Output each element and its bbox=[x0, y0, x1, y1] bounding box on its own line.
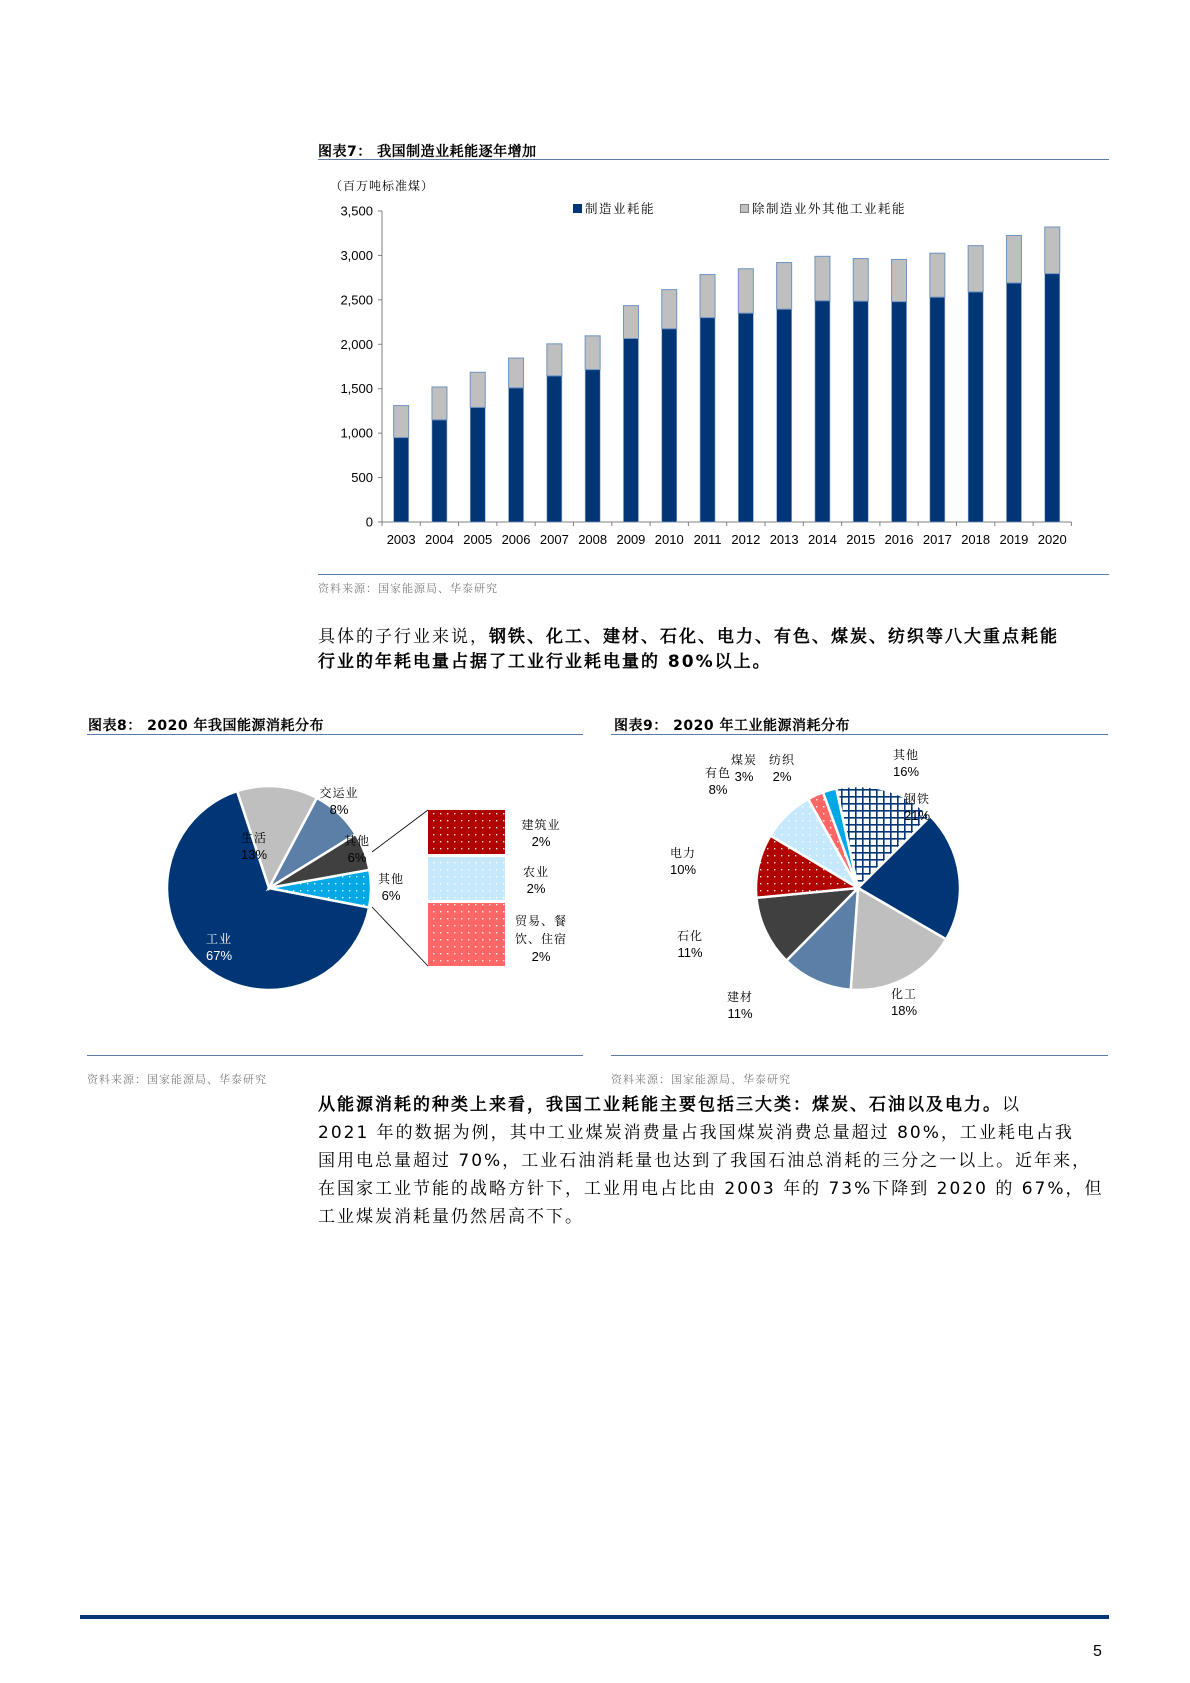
paragraph-energy-types bbox=[318, 1091, 1118, 1231]
figure7-source-rule bbox=[318, 574, 1109, 575]
svg-text:11%: 11% bbox=[727, 1006, 753, 1021]
svg-text:10%: 10% bbox=[669, 862, 697, 877]
x-tick-label: 2009 bbox=[616, 532, 646, 547]
bar-other-industry bbox=[892, 259, 907, 301]
y-tick-label: 1,500 bbox=[340, 381, 373, 397]
bar-manufacturing bbox=[662, 329, 677, 522]
paragraph2-line2: 2021 年的数据为例，其中工业煤炭消费量占我国煤炭消费总量超过 80%，工业耗电占我 bbox=[318, 1123, 1074, 1143]
x-tick-label: 2011 bbox=[693, 532, 722, 547]
y-tick-label: 3,500 bbox=[340, 203, 373, 219]
bar-other-industry bbox=[432, 387, 447, 420]
connector-line-bottom bbox=[372, 907, 428, 966]
x-tick-label: 2008 bbox=[578, 532, 608, 547]
figure8-source: 资料来源：国家能源局、华泰研究 bbox=[87, 1073, 267, 1086]
bar-other-industry bbox=[547, 344, 562, 376]
svg-text:67%: 67% bbox=[205, 948, 233, 963]
bar-manufacturing bbox=[777, 309, 792, 522]
svg-text:2%: 2% bbox=[531, 949, 551, 964]
pie-label-power bbox=[670, 845, 696, 877]
svg-text:建筑业: 建筑业 bbox=[521, 818, 561, 832]
page-number: 5 bbox=[1093, 1643, 1102, 1660]
figure9-source: 资料来源：国家能源局、华泰研究 bbox=[611, 1073, 791, 1086]
svg-text:16%: 16% bbox=[892, 764, 920, 779]
svg-text:建材: 建材 bbox=[726, 990, 754, 1004]
pie-label-chemical bbox=[891, 987, 917, 1018]
bar-manufacturing bbox=[394, 438, 409, 522]
svg-text:2%: 2% bbox=[526, 881, 546, 896]
pie-label-construction bbox=[521, 817, 560, 849]
svg-text:农业: 农业 bbox=[522, 865, 550, 879]
pie-label-nonferrous bbox=[705, 766, 731, 797]
figure8-source-rule bbox=[87, 1055, 583, 1056]
svg-text:18%: 18% bbox=[890, 1003, 918, 1018]
y-tick-label: 0 bbox=[365, 514, 373, 530]
figure8-title-rule bbox=[87, 734, 583, 735]
bar-other-industry bbox=[700, 275, 715, 318]
figure9-title: 图表9： 2020 年工业能源消耗分布 bbox=[614, 718, 850, 734]
bar-manufacturing bbox=[892, 302, 907, 522]
y-tick-label: 1,000 bbox=[340, 425, 373, 441]
x-tick-label: 2010 bbox=[654, 532, 684, 547]
figure9-title-rule bbox=[611, 734, 1108, 735]
bar-manufacturing bbox=[738, 313, 753, 522]
figure7-unit-label: （百万吨标准煤） bbox=[330, 179, 435, 193]
svg-text:工业: 工业 bbox=[205, 932, 233, 946]
y-tick-label: 3,000 bbox=[340, 247, 373, 263]
pie-label-textile bbox=[769, 753, 795, 784]
svg-text:纺织: 纺织 bbox=[768, 753, 796, 767]
bar-other-industry bbox=[738, 269, 753, 313]
bar-other-industry bbox=[815, 256, 830, 300]
paragraph2-line4: 在国家工业节能的战略方针下，工业用电占比由 2003 年的 73%下降到 2020 的 67%，但 bbox=[318, 1179, 1104, 1199]
paragraph1-bold-line1: 钢铁、化工、建材、石化、电力、有色、煤炭、纺织等八大重点耗能 bbox=[489, 627, 1059, 647]
bar-other-industry bbox=[509, 358, 524, 388]
y-tick-label: 500 bbox=[351, 470, 373, 486]
svg-text:13%: 13% bbox=[240, 847, 268, 862]
svg-text:其他: 其他 bbox=[892, 748, 920, 762]
svg-text:6%: 6% bbox=[381, 888, 401, 903]
x-tick-label: 2013 bbox=[769, 532, 799, 547]
bar-manufacturing bbox=[585, 370, 600, 522]
paragraph-sub-industries bbox=[318, 623, 1118, 676]
svg-text:化工: 化工 bbox=[890, 987, 918, 1001]
bar-other-industry bbox=[662, 290, 677, 329]
breakdown-bar-construction bbox=[428, 810, 505, 854]
bar-manufacturing bbox=[1045, 274, 1060, 522]
svg-text:钢铁: 钢铁 bbox=[903, 792, 931, 806]
svg-text:其他: 其他 bbox=[377, 872, 405, 886]
figure7-bar-chart bbox=[0, 0, 1190, 580]
footer-rule bbox=[80, 1615, 1109, 1619]
paragraph2-line5: 工业煤炭消耗量仍然居高不下。 bbox=[318, 1207, 584, 1227]
bar-other-industry bbox=[1045, 227, 1060, 274]
x-tick-label: 2015 bbox=[846, 532, 876, 547]
bar-manufacturing bbox=[432, 420, 447, 522]
pie-label-petrochemical bbox=[677, 929, 703, 960]
breakdown-bar-trade-catering bbox=[428, 903, 505, 966]
x-tick-label: 2006 bbox=[501, 532, 531, 547]
pie-label-other-expanded bbox=[378, 871, 404, 903]
paragraph1-normal: 具体的子行业来说， bbox=[318, 627, 489, 647]
bar-other-industry bbox=[585, 336, 600, 370]
paragraph2-line3: 国用电总量超过 70%，工业石油消耗量也达到了我国石油总消耗的三分之一以上。近年来， bbox=[318, 1151, 1092, 1171]
legend-label-manufacturing: 制造业耗能 bbox=[585, 201, 656, 216]
x-tick-label: 2016 bbox=[884, 532, 914, 547]
breakdown-bar-agriculture bbox=[428, 857, 505, 900]
bar-other-industry bbox=[623, 306, 638, 339]
pie-label-industry bbox=[206, 932, 232, 963]
bar-other-industry bbox=[777, 263, 792, 310]
svg-text:2%: 2% bbox=[531, 834, 551, 849]
bar-other-industry bbox=[853, 259, 868, 302]
figure8-title: 图表8： 2020 年我国能源消耗分布 bbox=[88, 718, 324, 734]
bar-other-industry bbox=[470, 372, 485, 407]
x-tick-label: 2004 bbox=[424, 532, 454, 547]
bar-manufacturing bbox=[930, 297, 945, 522]
pie-label-trade-catering bbox=[515, 913, 567, 964]
bar-manufacturing bbox=[470, 407, 485, 522]
figure9-source-rule bbox=[611, 1055, 1108, 1056]
svg-text:11%: 11% bbox=[677, 945, 703, 960]
svg-text:饮、住宿: 饮、住宿 bbox=[514, 932, 568, 946]
bar-other-industry bbox=[968, 246, 983, 292]
paragraph2-bold: 从能源消耗的种类上来看，我国工业耗能主要包括三大类：煤炭、石油以及电力。 bbox=[318, 1095, 1002, 1115]
y-tick-label: 2,500 bbox=[340, 292, 373, 308]
pie-label-building-materials bbox=[727, 989, 753, 1021]
pie-label-agriculture bbox=[523, 865, 549, 896]
bar-manufacturing bbox=[700, 318, 715, 522]
pie-label-coal bbox=[731, 752, 757, 784]
figure9-pie-chart bbox=[610, 740, 1110, 1050]
x-tick-label: 2017 bbox=[922, 532, 952, 547]
y-tick-label: 2,000 bbox=[340, 336, 373, 352]
x-tick-label: 2014 bbox=[807, 532, 837, 547]
x-tick-label: 2007 bbox=[539, 532, 569, 547]
svg-text:交运业: 交运业 bbox=[319, 786, 359, 800]
figure8-pie-chart bbox=[80, 740, 590, 1050]
svg-text:3%: 3% bbox=[734, 769, 754, 784]
svg-text:石化: 石化 bbox=[676, 929, 704, 943]
x-tick-label: 2005 bbox=[463, 532, 493, 547]
svg-text:8%: 8% bbox=[329, 802, 349, 817]
paragraph2-line1-tail: 以 bbox=[1002, 1095, 1021, 1115]
x-tick-label: 2019 bbox=[999, 532, 1029, 547]
svg-text:有色: 有色 bbox=[704, 766, 732, 780]
svg-text:6%: 6% bbox=[347, 850, 367, 865]
paragraph1-bold-line2: 行业的年耗电量占据了工业行业耗电量的 80%以上。 bbox=[318, 652, 772, 672]
svg-text:煤炭: 煤炭 bbox=[730, 753, 758, 767]
bar-manufacturing bbox=[1006, 283, 1021, 522]
pie-label-other bbox=[893, 747, 919, 779]
bar-other-industry bbox=[930, 253, 945, 297]
x-tick-label: 2012 bbox=[731, 532, 761, 547]
figure7-title: 图表7： 我国制造业耗能逐年增加 bbox=[318, 144, 537, 160]
svg-text:21%: 21% bbox=[903, 808, 931, 823]
bar-other-industry bbox=[394, 406, 409, 438]
legend-label-other-industry: 除制造业外其他工业耗能 bbox=[752, 201, 907, 216]
bar-manufacturing bbox=[815, 301, 830, 522]
bar-manufacturing bbox=[968, 292, 983, 522]
svg-text:贸易、餐: 贸易、餐 bbox=[514, 914, 568, 928]
figure7-source: 资料来源：国家能源局、华泰研究 bbox=[318, 582, 498, 595]
bar-manufacturing bbox=[623, 339, 638, 522]
bar-other-industry bbox=[1006, 235, 1021, 283]
svg-text:8%: 8% bbox=[708, 782, 728, 797]
connector-line-top bbox=[372, 810, 428, 852]
bar-manufacturing bbox=[509, 388, 524, 522]
x-tick-label: 2003 bbox=[386, 532, 416, 547]
x-tick-label: 2020 bbox=[1037, 532, 1067, 547]
svg-text:生活: 生活 bbox=[240, 831, 268, 845]
svg-text:电力: 电力 bbox=[669, 846, 697, 860]
svg-text:其他: 其他 bbox=[343, 834, 371, 848]
svg-text:2%: 2% bbox=[772, 769, 792, 784]
x-tick-label: 2018 bbox=[961, 532, 991, 547]
bar-manufacturing bbox=[853, 301, 868, 522]
bar-manufacturing bbox=[547, 376, 562, 522]
